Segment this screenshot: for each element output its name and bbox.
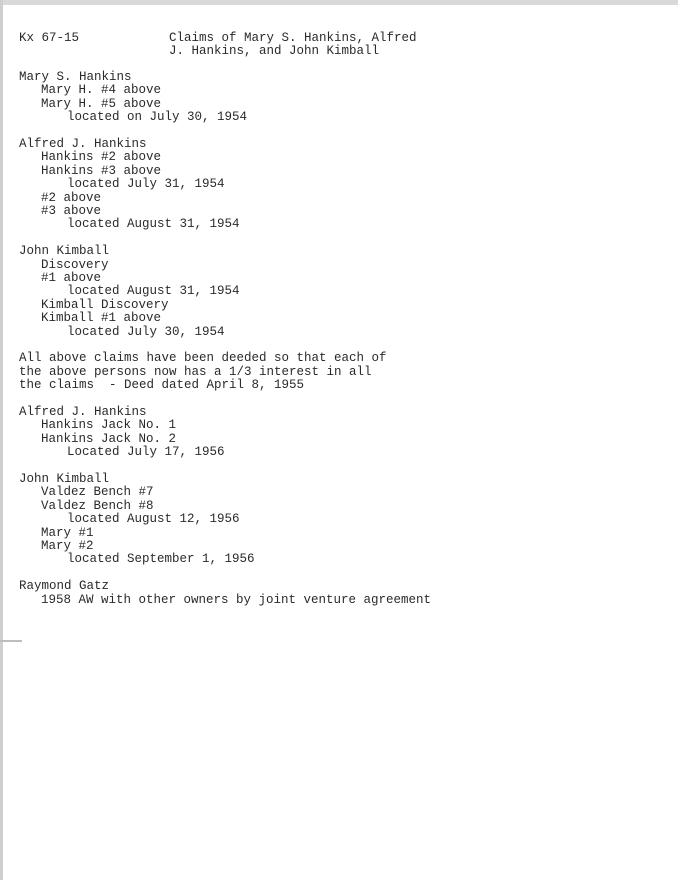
body-line: Hankins #3 above (41, 163, 162, 178)
body-line: All above claims have been deeded so that each of (19, 351, 387, 366)
body-line: Kimball #1 above (41, 311, 162, 326)
body-line: 1958 AW with other owners by joint venture agreement (41, 592, 432, 607)
body-line: located September 1, 1956 (67, 552, 255, 567)
body-line: Kimball Discovery (41, 297, 169, 312)
body-line: Discovery (41, 257, 109, 272)
body-line: #2 above (41, 190, 102, 205)
body-line: located on July 30, 1954 (67, 110, 248, 125)
body-line: Mary #1 (41, 525, 94, 540)
body-line: Mary S. Hankins (19, 70, 132, 84)
body-line: Mary H. #5 above (41, 96, 162, 111)
document-reference-number: Kx 67-15 (19, 31, 80, 45)
body-line: located August 31, 1954 (67, 217, 240, 232)
body-line: Hankins Jack No. 2 (41, 431, 177, 446)
body-line: Alfred J. Hankins (19, 137, 147, 151)
body-line: Alfred J. Hankins (19, 405, 147, 419)
body-line: Valdez Bench #7 (41, 485, 154, 500)
body-line: John Kimball (19, 244, 110, 259)
body-line: Valdez Bench #8 (41, 498, 154, 513)
body-line: located August 12, 1956 (67, 512, 240, 527)
body-line: the claims - Deed dated April 8, 1955 (19, 378, 305, 393)
body-line: Located July 17, 1956 (67, 445, 225, 460)
page-top-edge (0, 0, 678, 5)
body-line: #1 above (41, 271, 102, 285)
body-line: Mary #2 (41, 539, 94, 553)
page-binding-mark (0, 640, 22, 642)
body-line: Hankins Jack No. 1 (41, 418, 177, 433)
body-line: located August 31, 1954 (67, 284, 240, 299)
body-line: #3 above (41, 204, 102, 218)
body-line: located July 31, 1954 (67, 177, 225, 192)
body-line: Raymond Gatz (19, 579, 110, 594)
document-title-line-1: Claims of Mary S. Hankins, Alfred (169, 31, 417, 45)
body-line: Hankins #2 above (41, 150, 162, 165)
body-line: Mary H. #4 above (41, 83, 162, 98)
body-line: John Kimball (19, 472, 110, 486)
document-title-line-2: J. Hankins, and John Kimball (169, 44, 380, 58)
body-line: located July 30, 1954 (67, 324, 225, 339)
page-left-edge (0, 0, 3, 880)
body-line: the above persons now has a 1/3 interest in all (19, 364, 372, 379)
